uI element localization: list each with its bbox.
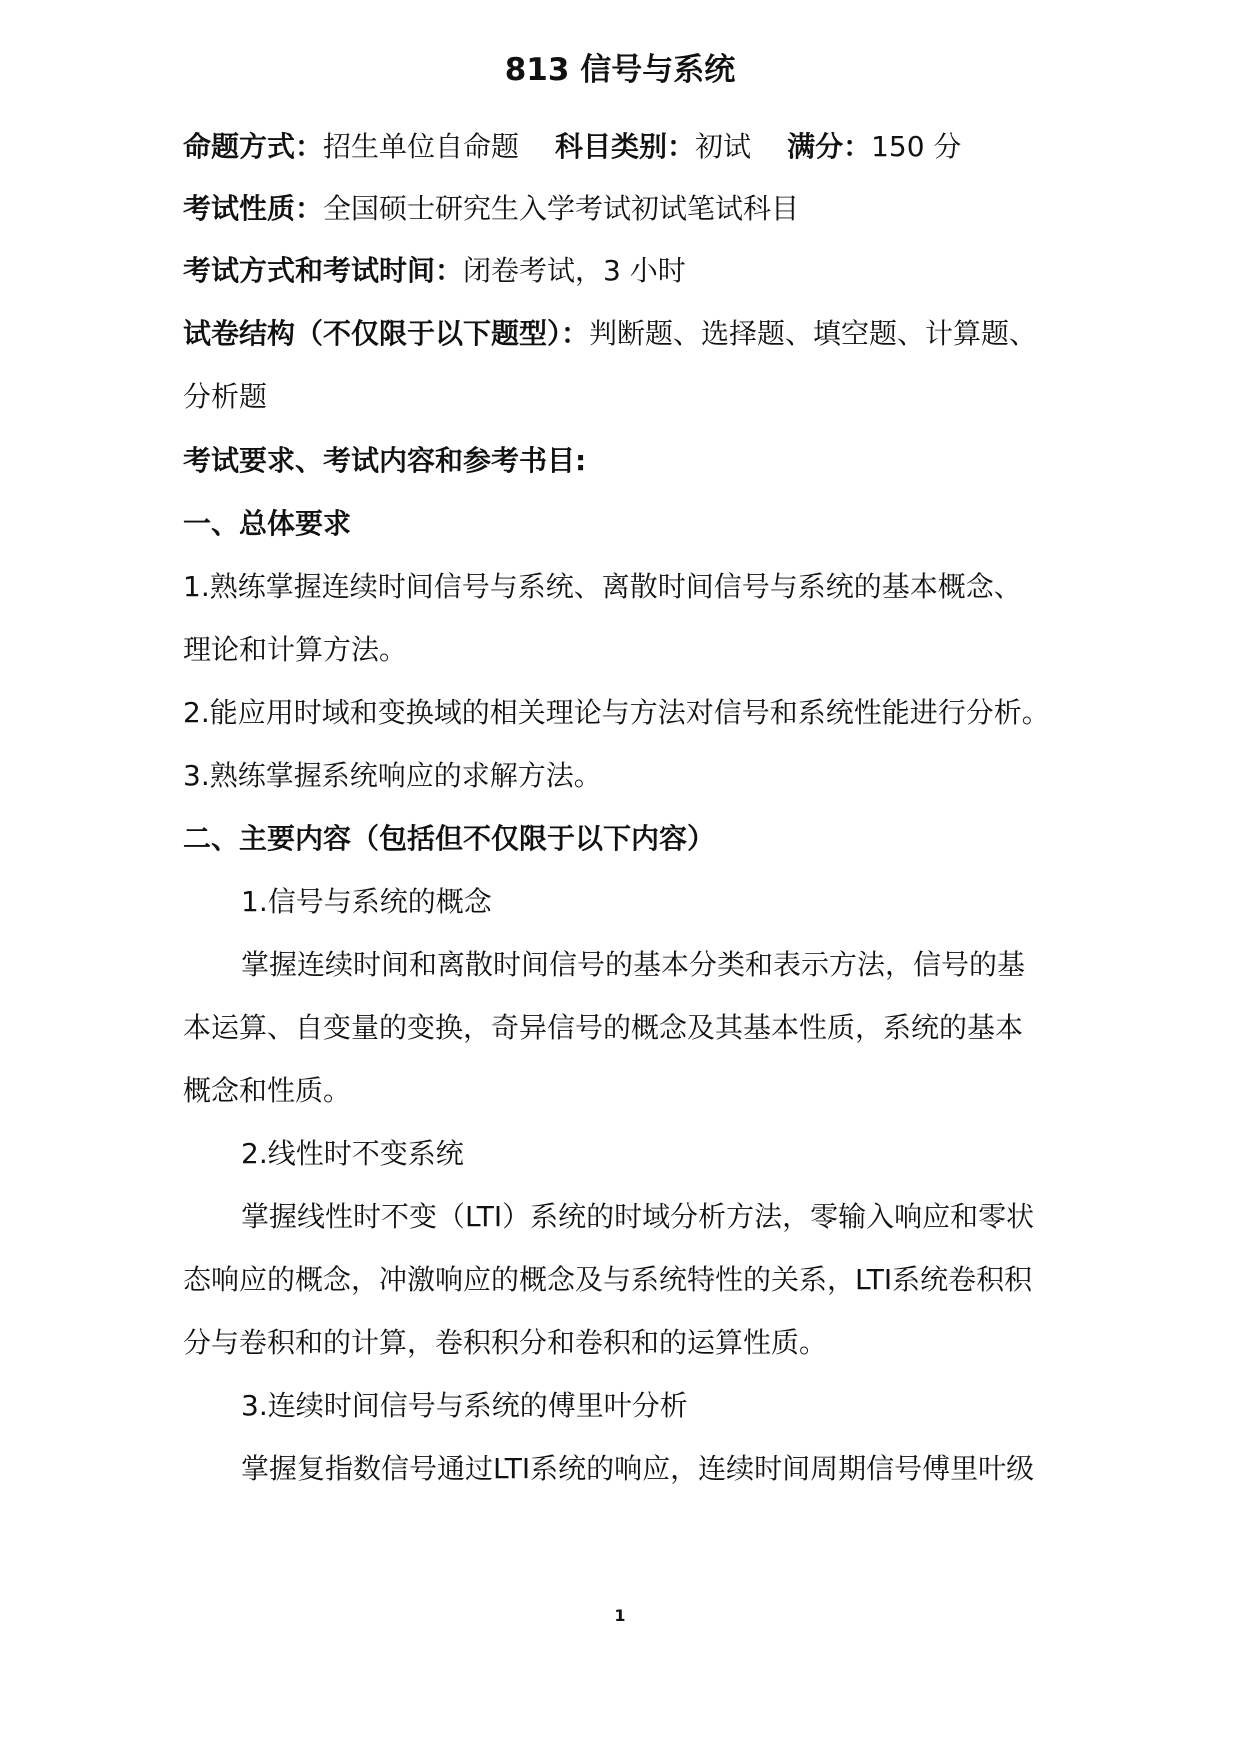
score-value: 150 分 — [871, 130, 962, 163]
overall-item-1-continued: 理论和计算方法。 — [183, 633, 408, 666]
meta-row-proposition — [183, 127, 961, 167]
meta-row-structure — [183, 314, 1037, 354]
subsection-2-text-end: 分与卷积和的计算，卷积积分和卷积和的运算性质。 — [183, 1326, 828, 1359]
subsection-1-title: 1.信号与系统的概念 — [241, 885, 492, 918]
subsection-1-text: 掌握连续时间和离散时间信号的基本分类和表示方法，信号的基 — [241, 948, 1026, 981]
category-value: 初试 — [695, 130, 752, 163]
overall-item-3: 3.熟练掌握系统响应的求解方法。 — [183, 759, 602, 792]
mode-value: 闭卷考试，3 小时 — [463, 254, 686, 287]
structure-value-continued: 分析题 — [183, 380, 268, 413]
overall-item-1: 1.熟练掌握连续时间信号与系统、离散时间信号与系统的基本概念、 — [183, 570, 1022, 603]
nature-label: 考试性质： — [183, 192, 324, 225]
meta-row-nature — [183, 189, 799, 229]
subsection-3-text: 掌握复指数信号通过LTI系统的响应，连续时间周期信号傅里叶级 — [241, 1452, 1035, 1485]
proposition-label: 命题方式： — [183, 130, 324, 163]
proposition-value: 招生单位自命题 — [323, 130, 520, 163]
mode-label: 考试方式和考试时间： — [183, 254, 464, 287]
document-title: 813 信号与系统 — [504, 52, 736, 88]
subsection-2-title: 2.线性时不变系统 — [241, 1137, 464, 1170]
nature-value: 全国硕士研究生入学考试初试笔试科目 — [323, 192, 800, 225]
structure-value: 判断题、选择题、填空题、计算题、 — [589, 317, 1038, 350]
subsection-3-title: 3.连续时间信号与系统的傅里叶分析 — [241, 1389, 688, 1422]
overall-heading: 一、总体要求 — [183, 507, 352, 540]
subsection-2-text-continued: 态响应的概念，冲激响应的概念及与系统特性的关系，LTI系统卷积积 — [183, 1263, 1033, 1296]
structure-label: 试卷结构（不仅限于以下题型）： — [183, 317, 590, 350]
score-label: 满分： — [787, 130, 872, 163]
subsection-1-text-continued: 本运算、自变量的变换，奇异信号的概念及其基本性质，系统的基本 — [183, 1011, 1024, 1044]
subsection-2-text: 掌握线性时不变（LTI）系统的时域分析方法，零输入响应和零状 — [241, 1200, 1035, 1233]
overall-item-2: 2.能应用时域和变换域的相关理论与方法对信号和系统性能进行分析。 — [183, 696, 1050, 729]
subsection-1-text-end: 概念和性质。 — [183, 1074, 352, 1107]
meta-row-mode — [183, 251, 686, 291]
page-number: 1 — [614, 1606, 626, 1625]
content-heading: 二、主要内容（包括但不仅限于以下内容） — [183, 822, 716, 855]
section-heading: 考试要求、考试内容和参考书目: — [183, 444, 587, 477]
category-label: 科目类别： — [555, 130, 696, 163]
